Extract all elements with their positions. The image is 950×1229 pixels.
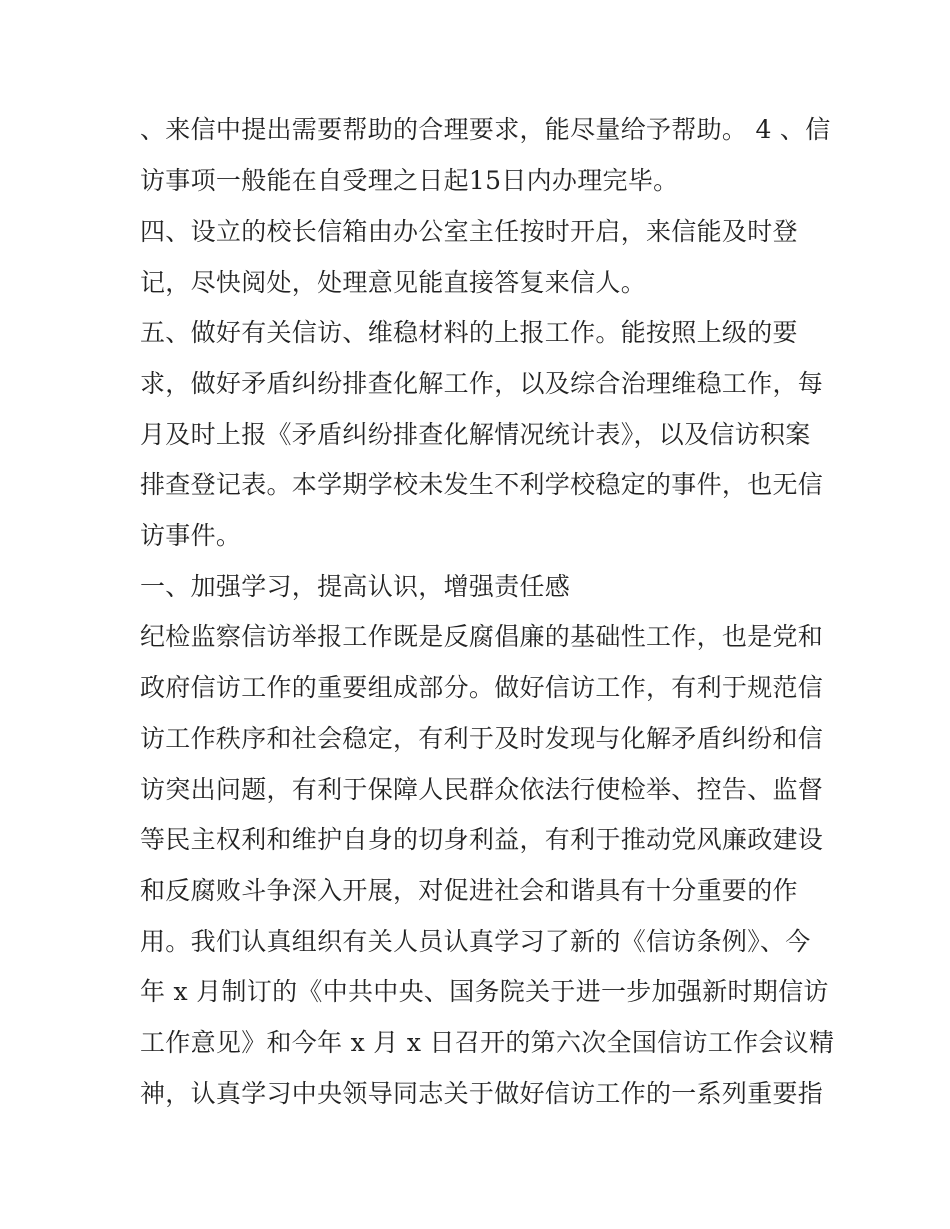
text-line: 四、设立的校长信箱由办公室主任按时开启，来信能及时登 (140, 217, 798, 246)
text-line: 政府信访工作的重要组成部分。做好信访工作，有利于规范信 (140, 673, 824, 702)
text-line: 神，认真学习中央领导同志关于做好信访工作的一系列重要指 (140, 1079, 824, 1108)
text-line: 求，做好矛盾纠纷排查化解工作，以及综合治理维稳工作，每 (140, 369, 824, 398)
text-line: 等民主权利和维护自身的切身利益，有利于推动党风廉政建设 (140, 825, 824, 854)
text-line: 月及时上报《矛盾纠纷排查化解情况统计表》，以及信访积案 (140, 420, 811, 449)
text-line: 访事项一般能在自受理之日起15日内办理完毕。 (140, 166, 679, 195)
text-line: 访工作秩序和社会稳定，有利于及时发现与化解矛盾纠纷和信 (140, 724, 824, 753)
section-heading: 一、加强学习，提高认识，增强责任感 (140, 572, 571, 601)
text-line: 记，尽快阅处，处理意见能直接答复来信人。 (140, 268, 647, 297)
text-line: 、来信中提出需要帮助的合理要求，能尽量给予帮助。 4 、信 (140, 115, 831, 144)
text-line: 工作意见》和今年 x 月 x 日召开的第六次全国信访工作会议精 (140, 1028, 835, 1057)
text-line: 和反腐败斗争深入开展，对促进社会和谐具有十分重要的作 (140, 876, 798, 905)
text-line: 访事件。 (140, 521, 242, 550)
text-line: 用。我们认真组织有关人员认真学习了新的《信访条例》、今 (140, 927, 811, 956)
text-line: 纪检监察信访举报工作既是反腐倡廉的基础性工作，也是党和 (140, 622, 824, 651)
text-line: 访突出问题，有利于保障人民群众依法行使检举、控告、监督 (140, 775, 824, 804)
text-line: 年 x 月制订的《中共中央、国务院关于进一步加强新时期信访 (140, 977, 829, 1006)
text-line: 五、做好有关信访、维稳材料的上报工作。能按照上级的要 (140, 318, 798, 347)
text-line: 排查登记表。本学期学校未发生不利学校稳定的事件，也无信 (140, 470, 824, 499)
